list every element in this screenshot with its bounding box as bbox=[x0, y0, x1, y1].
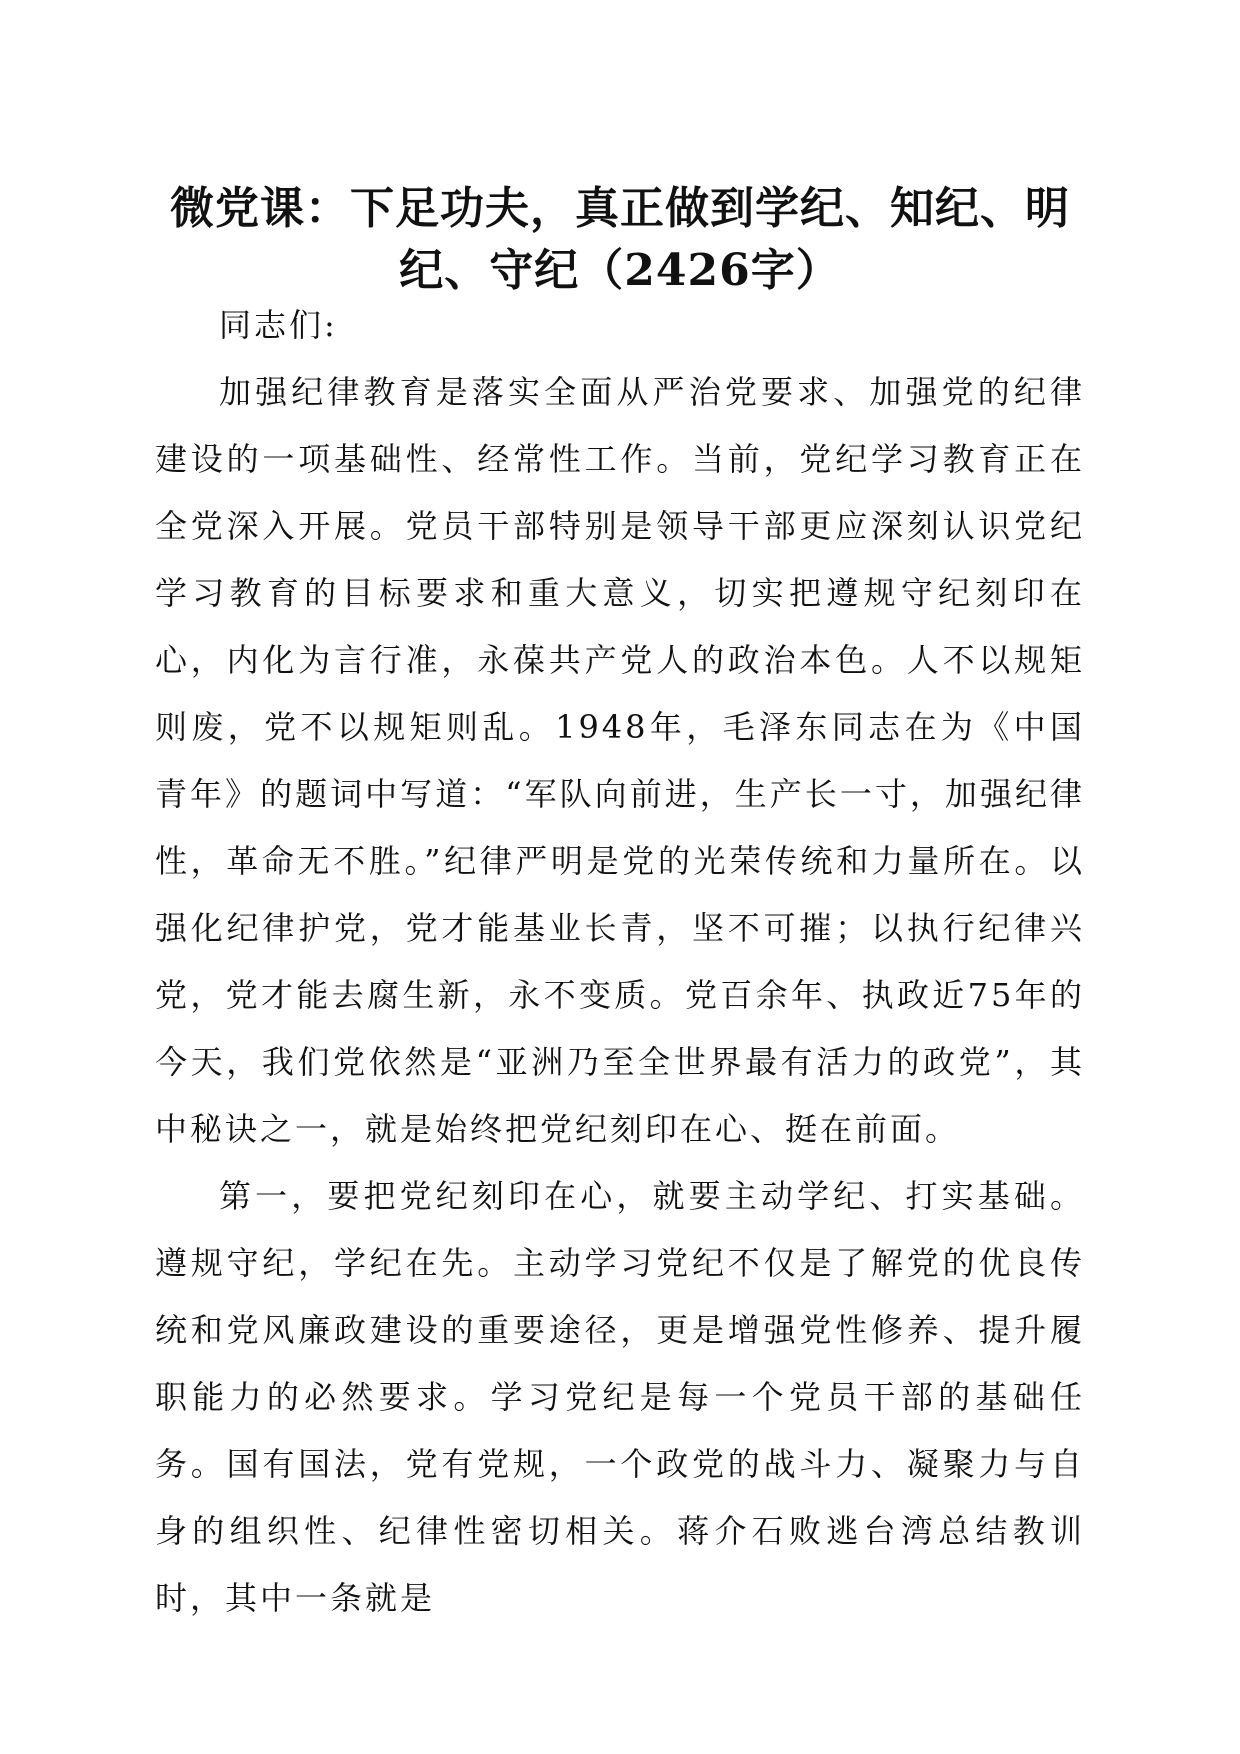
salutation: 同志们: bbox=[219, 306, 338, 344]
title-line-2: 纪、守纪（2426字） bbox=[399, 245, 841, 296]
document-title bbox=[150, 178, 1090, 302]
paragraph-2: 第一，要把党纪刻印在心，就要主动学纪、打实基础。遵规守纪，学纪在先。主动学习党纪不仅是了解党的优良传统和党风廉政建设的重要途径，更是增强党性修养、提升履职能力的必然要求。学习党纪是每一个党员干部的基础任务。国有国法，党有党规，一个政党的战斗力、凝聚力与自身的组织性、纪律性密切相关。蒋介石败逃台湾总结教训时，其中一条就是 bbox=[155, 1177, 1085, 1617]
title-line-1: 微党课：下足功夫，真正做到学纪、知纪、明 bbox=[170, 183, 1070, 234]
document-body bbox=[155, 292, 1085, 1632]
paragraph-1: 加强纪律教育是落实全面从严治党要求、加强党的纪律建设的一项基础性、经常性工作。当前，党纪学习教育正在全党深入开展。党员干部特别是领导干部更应深刻认识党纪学习教育的目标要求和重大意义，切实把遵规守纪刻印在心，内化为言行准，永葆共产党人的政治本色。人不以规矩则废，党不以规矩则乱。1948年，毛泽东同志在为《中国青年》的题词中写道：“军队向前进，生产长一寸，加强纪律性，革命无不胜。”纪律严明是党的光荣传统和力量所在。以强化纪律护党，党才能基业长青，坚不可摧；以执行纪律兴党，党才能去腐生新，永不变质。党百余年、执政近75年的今天，我们党依然是“亚洲乃至全世界最有活力的政党”，其中秘诀之一，就是始终把党纪刻印在心、挺在前面。 bbox=[155, 373, 1085, 1148]
